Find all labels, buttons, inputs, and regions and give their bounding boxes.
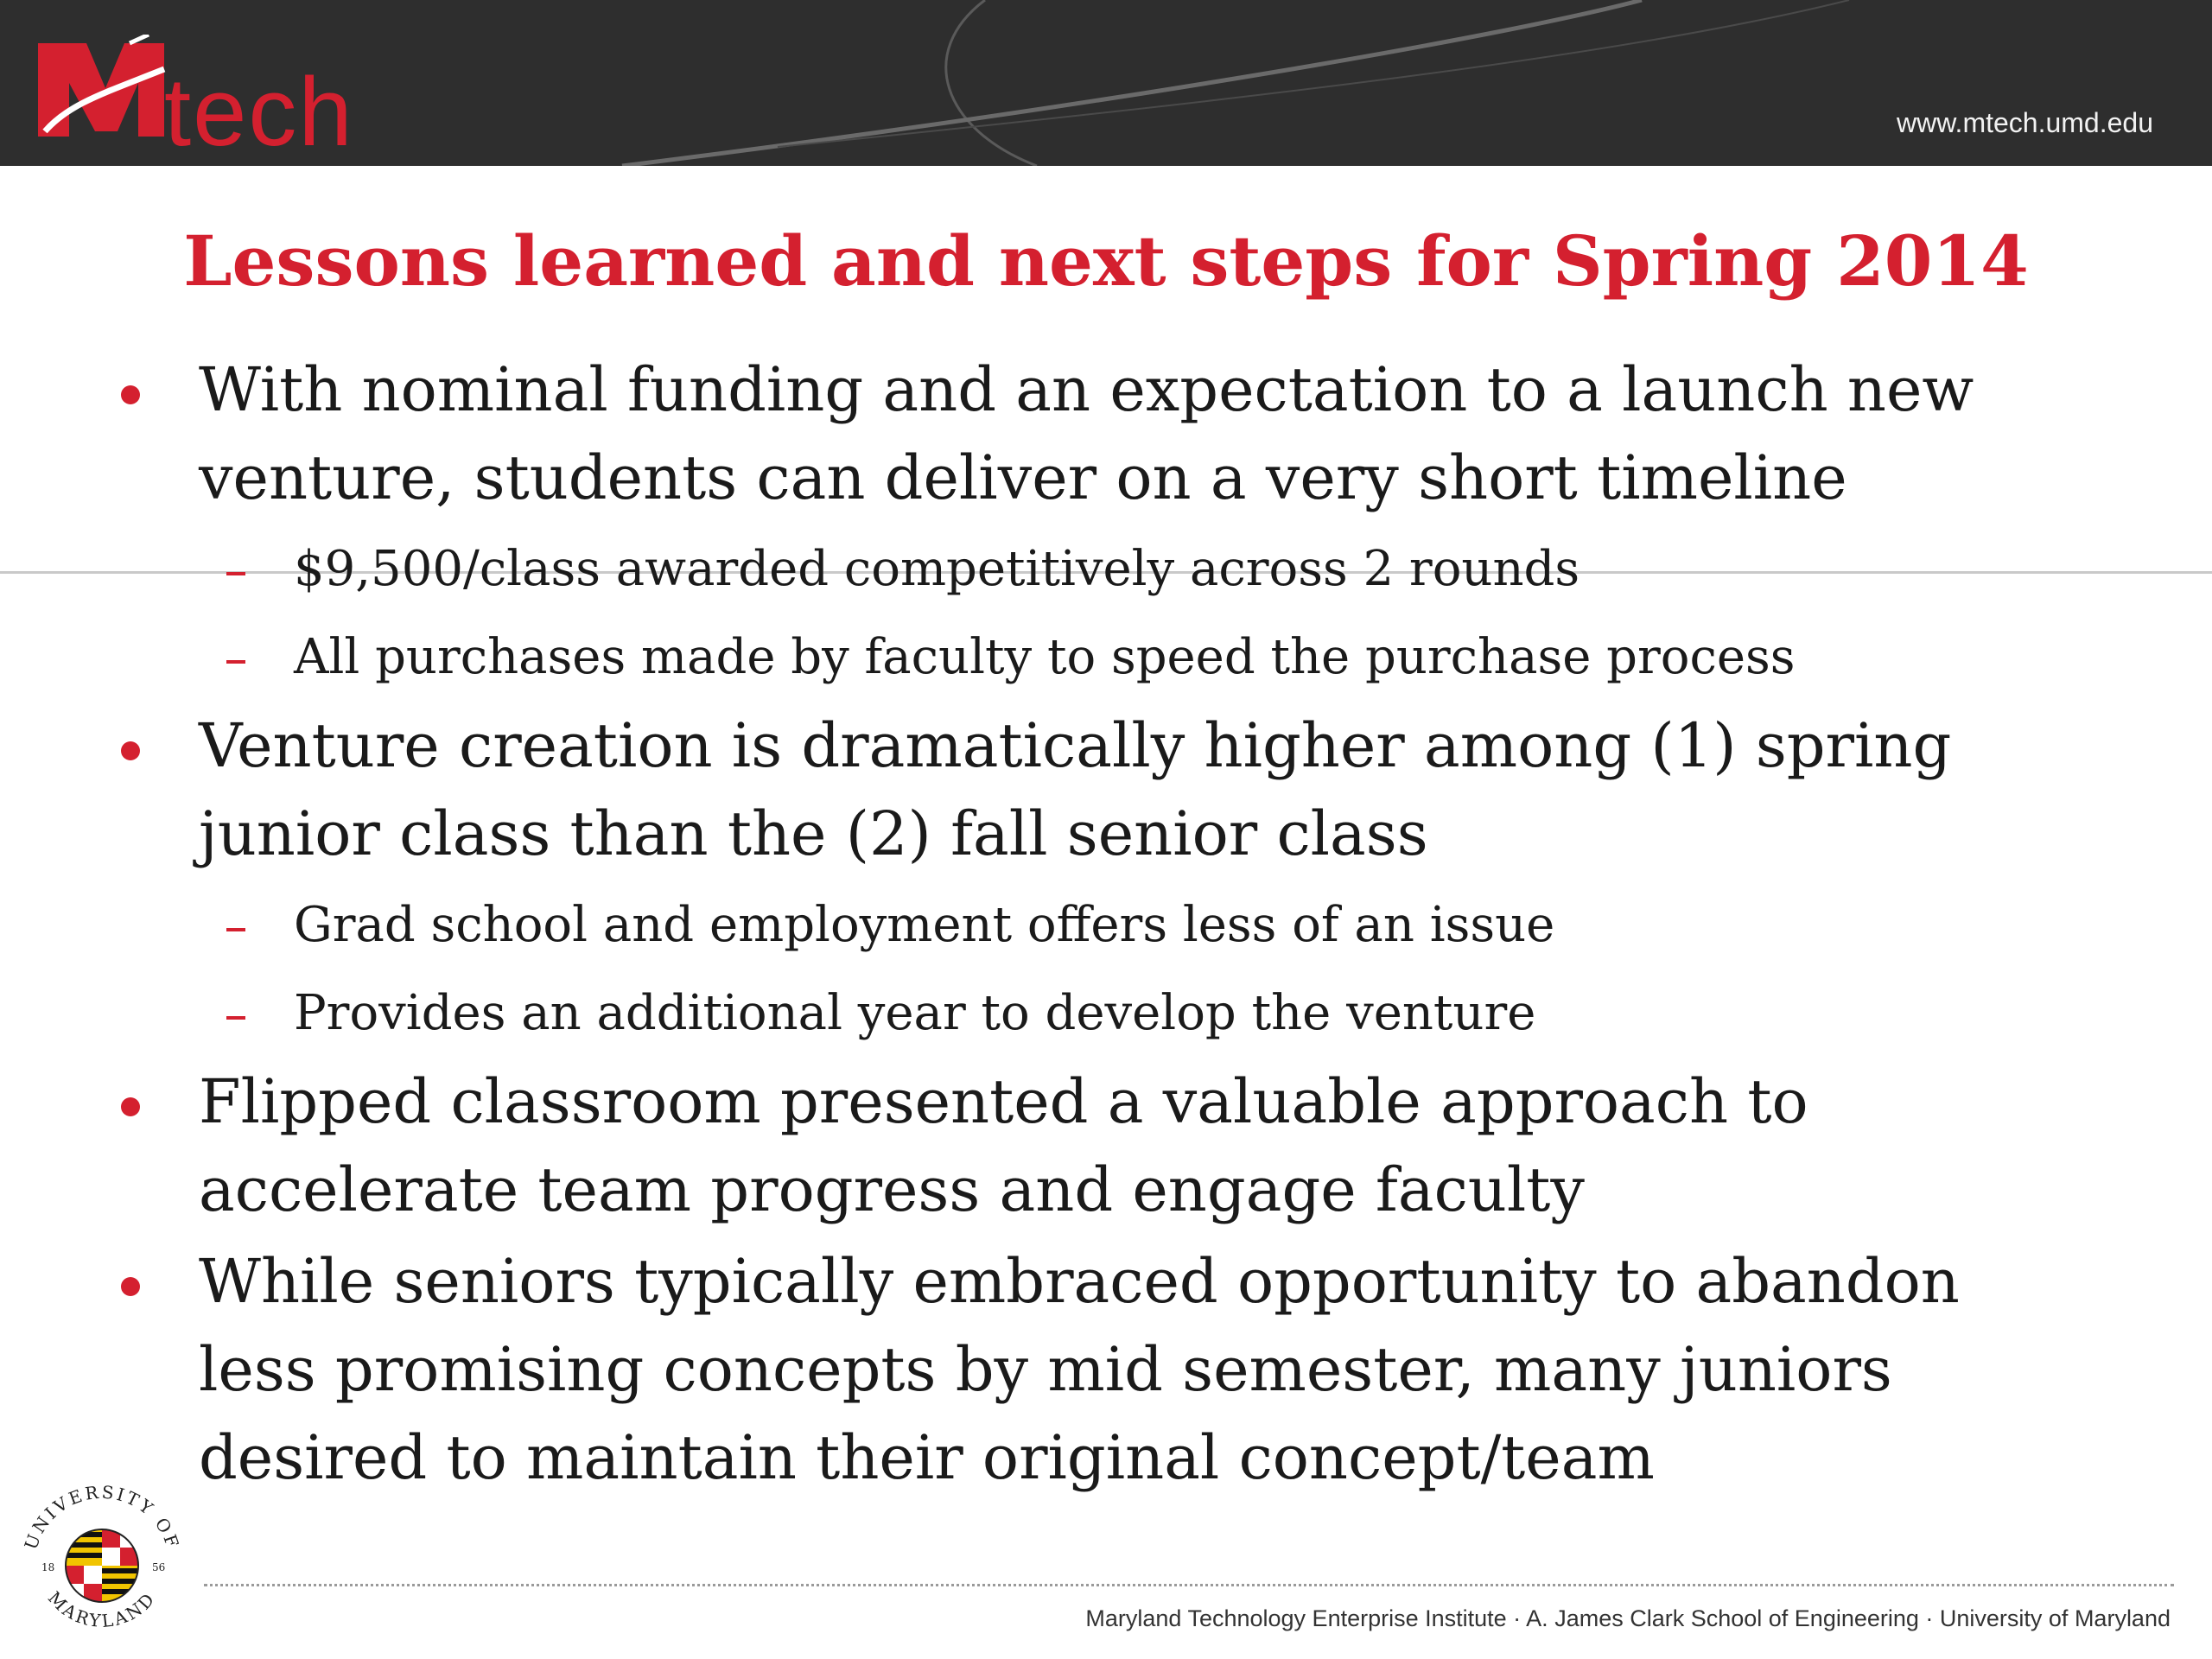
seal-bottom-text: MARYLAND — [43, 1587, 161, 1632]
bullet-list — [112, 346, 2126, 1505]
bullet-line: venture, students can deliver on a very short timeline — [199, 442, 1847, 513]
bullet-dot-icon — [121, 741, 140, 760]
bullet-dot-icon — [121, 385, 140, 404]
dash-icon — [226, 572, 245, 575]
bullet-line: less promising concepts by mid semester, many juniors — [199, 1334, 1892, 1405]
sub-bullet-text: Grad school and employment offers less of an issue — [294, 897, 1555, 953]
bullet-item — [112, 1058, 2126, 1234]
footer-divider — [204, 1584, 2174, 1586]
sub-bullet-text: Provides an additional year to develop the venture — [294, 985, 1536, 1041]
sub-bullet-text: $9,500/class awarded competitively across 2 rounds — [294, 541, 1580, 597]
seal-top-text: UNIVERSITY OF — [20, 1481, 184, 1553]
bullet-line: accelerate team progress and engage faculty — [199, 1154, 1585, 1225]
seal-year-left: 18 — [41, 1561, 55, 1573]
sub-bullet-item — [112, 969, 2126, 1058]
bullet-dot-icon — [121, 1097, 140, 1116]
mtech-m-mark-icon — [35, 35, 181, 147]
bullet-line: While seniors typically embraced opportunity to abandon — [199, 1246, 1960, 1317]
bullet-line: Flipped classroom presented a valuable approach to — [199, 1066, 1808, 1137]
dash-icon — [226, 928, 245, 931]
university-seal-icon — [16, 1479, 188, 1652]
slide-title: Lessons learned and next steps for Spring 2014 — [183, 220, 2029, 302]
footer-institution-text: Maryland Technology Enterprise Institute · A. James Clark School of Engineering · University of Maryland — [1085, 1605, 2171, 1631]
logo-wordmark: tech — [164, 58, 354, 166]
sub-bullet-item — [112, 525, 2126, 613]
bullet-item — [112, 346, 2126, 522]
dash-icon — [226, 660, 245, 664]
bullet-line: With nominal funding and an expectation to a launch new — [199, 354, 1974, 425]
bullet-item — [112, 702, 2126, 878]
bullet-line: desired to maintain their original concept/team — [199, 1422, 1655, 1493]
bullet-line: junior class than the (2) fall senior class — [199, 798, 1428, 869]
sub-bullet-item — [112, 881, 2126, 969]
bullet-line: Venture creation is dramatically higher among (1) spring — [199, 710, 1952, 781]
bullet-item — [112, 1237, 2126, 1502]
sub-bullet-text: All purchases made by faculty to speed the purchase process — [294, 629, 1796, 685]
site-url[interactable]: www.mtech.umd.edu — [1896, 107, 2153, 138]
header-bar — [0, 0, 2212, 166]
bullet-dot-icon — [121, 1277, 140, 1296]
sub-bullet-item — [112, 613, 2126, 702]
dash-icon — [226, 1016, 245, 1020]
seal-year-right: 56 — [152, 1561, 166, 1573]
